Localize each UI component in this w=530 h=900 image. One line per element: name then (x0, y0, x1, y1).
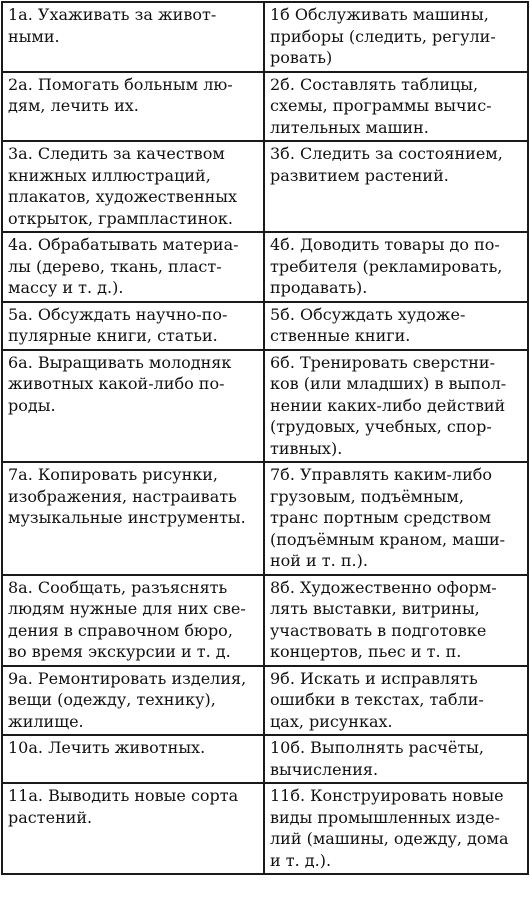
table-row (2, 232, 528, 302)
option-a-cell (2, 232, 264, 302)
option-a-text: 6а. Выращивать молодняк животных какой-либо по- роды. (8, 352, 232, 415)
choice-pairs-table (1, 1, 529, 875)
option-b-text: 4б. Доводить товары до по- требителя (рекламировать, продавать). (270, 235, 503, 297)
option-a-cell (2, 2, 264, 72)
option-b-text: 3б. Следить за состоянием, развитием растений. (270, 144, 503, 185)
option-a-cell (2, 666, 264, 736)
option-b-cell (264, 302, 528, 350)
option-b-cell (264, 232, 528, 302)
option-a-text: 4а. Обрабатывать материа- лы (дерево, ткань, пласт- массу и т. д.). (8, 235, 239, 297)
option-a-cell (2, 302, 264, 350)
option-b-text: 7б. Управлять каким-либо грузовым, подъёмным, транс портным средством (подъёмным краном, маши- ной и т. п.). (270, 465, 506, 570)
option-b-text: 8б. Художественно оформ- лять выставки, витрины, участвовать в подготовке концертов, пьес и т. п. (270, 577, 497, 661)
option-a-text: 7а. Копировать рисунки, изображения, настраивать музыкальные инструменты. (8, 465, 246, 527)
option-b-text: 1б Обслуживать машины, приборы (следить, регули- ровать) (270, 5, 496, 67)
table-row (2, 735, 528, 783)
option-b-cell (264, 575, 528, 666)
option-b-cell (264, 735, 528, 783)
option-a-cell (2, 141, 264, 232)
option-a-text: 5а. Обсуждать научно-по- пулярные книги, статьи. (8, 304, 228, 345)
option-b-cell (264, 141, 528, 232)
option-a-text: 9а. Ремонтировать изделия, вещи (одежду, технику), жилище. (8, 668, 247, 731)
option-b-text: 6б. Тренировать сверстни- ков (или младших) в выпол- нении каких-либо действий (трудовых, учебных, спор- тивных). (270, 352, 507, 458)
option-b-cell (264, 350, 528, 463)
table-row (2, 141, 528, 232)
option-a-cell (2, 783, 264, 874)
table-row (2, 666, 528, 736)
option-a-cell (2, 575, 264, 666)
table-row (2, 302, 528, 350)
table-row (2, 575, 528, 666)
option-b-cell (264, 666, 528, 736)
option-a-text: 10а. Лечить животных. (8, 738, 206, 757)
option-b-cell (264, 72, 528, 142)
option-b-text: 11б. Конструировать новые виды промышленных изде- лий (машины, одежду, дома и т. д.). (270, 786, 509, 870)
option-a-cell (2, 735, 264, 783)
option-b-text: 2б. Составлять таблицы, схемы, программы вычис- лительных машин. (270, 74, 492, 137)
option-a-text: 1а. Ухаживать за живот- ными. (8, 5, 217, 46)
table-body (2, 2, 528, 874)
option-a-text: 11а. Выводить новые сорта растений. (8, 786, 239, 827)
option-b-text: 9б. Искать и исправлять ошибки в текстах, табли- цах, рисунках. (270, 668, 484, 731)
table-row (2, 2, 528, 72)
option-b-cell (264, 462, 528, 575)
option-a-cell (2, 350, 264, 463)
option-b-text: 10б. Выполнять расчёты, вычисления. (270, 738, 484, 779)
option-b-cell (264, 2, 528, 72)
table-row (2, 350, 528, 463)
option-b-cell (264, 783, 528, 874)
option-a-cell (2, 462, 264, 575)
table-row (2, 462, 528, 575)
option-b-text: 5б. Обсуждать художе- ственные книги. (270, 304, 466, 345)
table-row (2, 72, 528, 142)
option-a-cell (2, 72, 264, 142)
option-a-text: 8а. Сообщать, разъяснять людям нужные для них све- дения в справочном бюро, во время экскурсии и т. д. (8, 577, 246, 661)
option-a-text: 2а. Помогать больным лю- дям, лечить их. (8, 74, 233, 115)
option-a-text: 3а. Следить за качеством книжных иллюстраций, плакатов, художественных открыток, грампластинок. (8, 144, 238, 228)
table-row (2, 783, 528, 874)
